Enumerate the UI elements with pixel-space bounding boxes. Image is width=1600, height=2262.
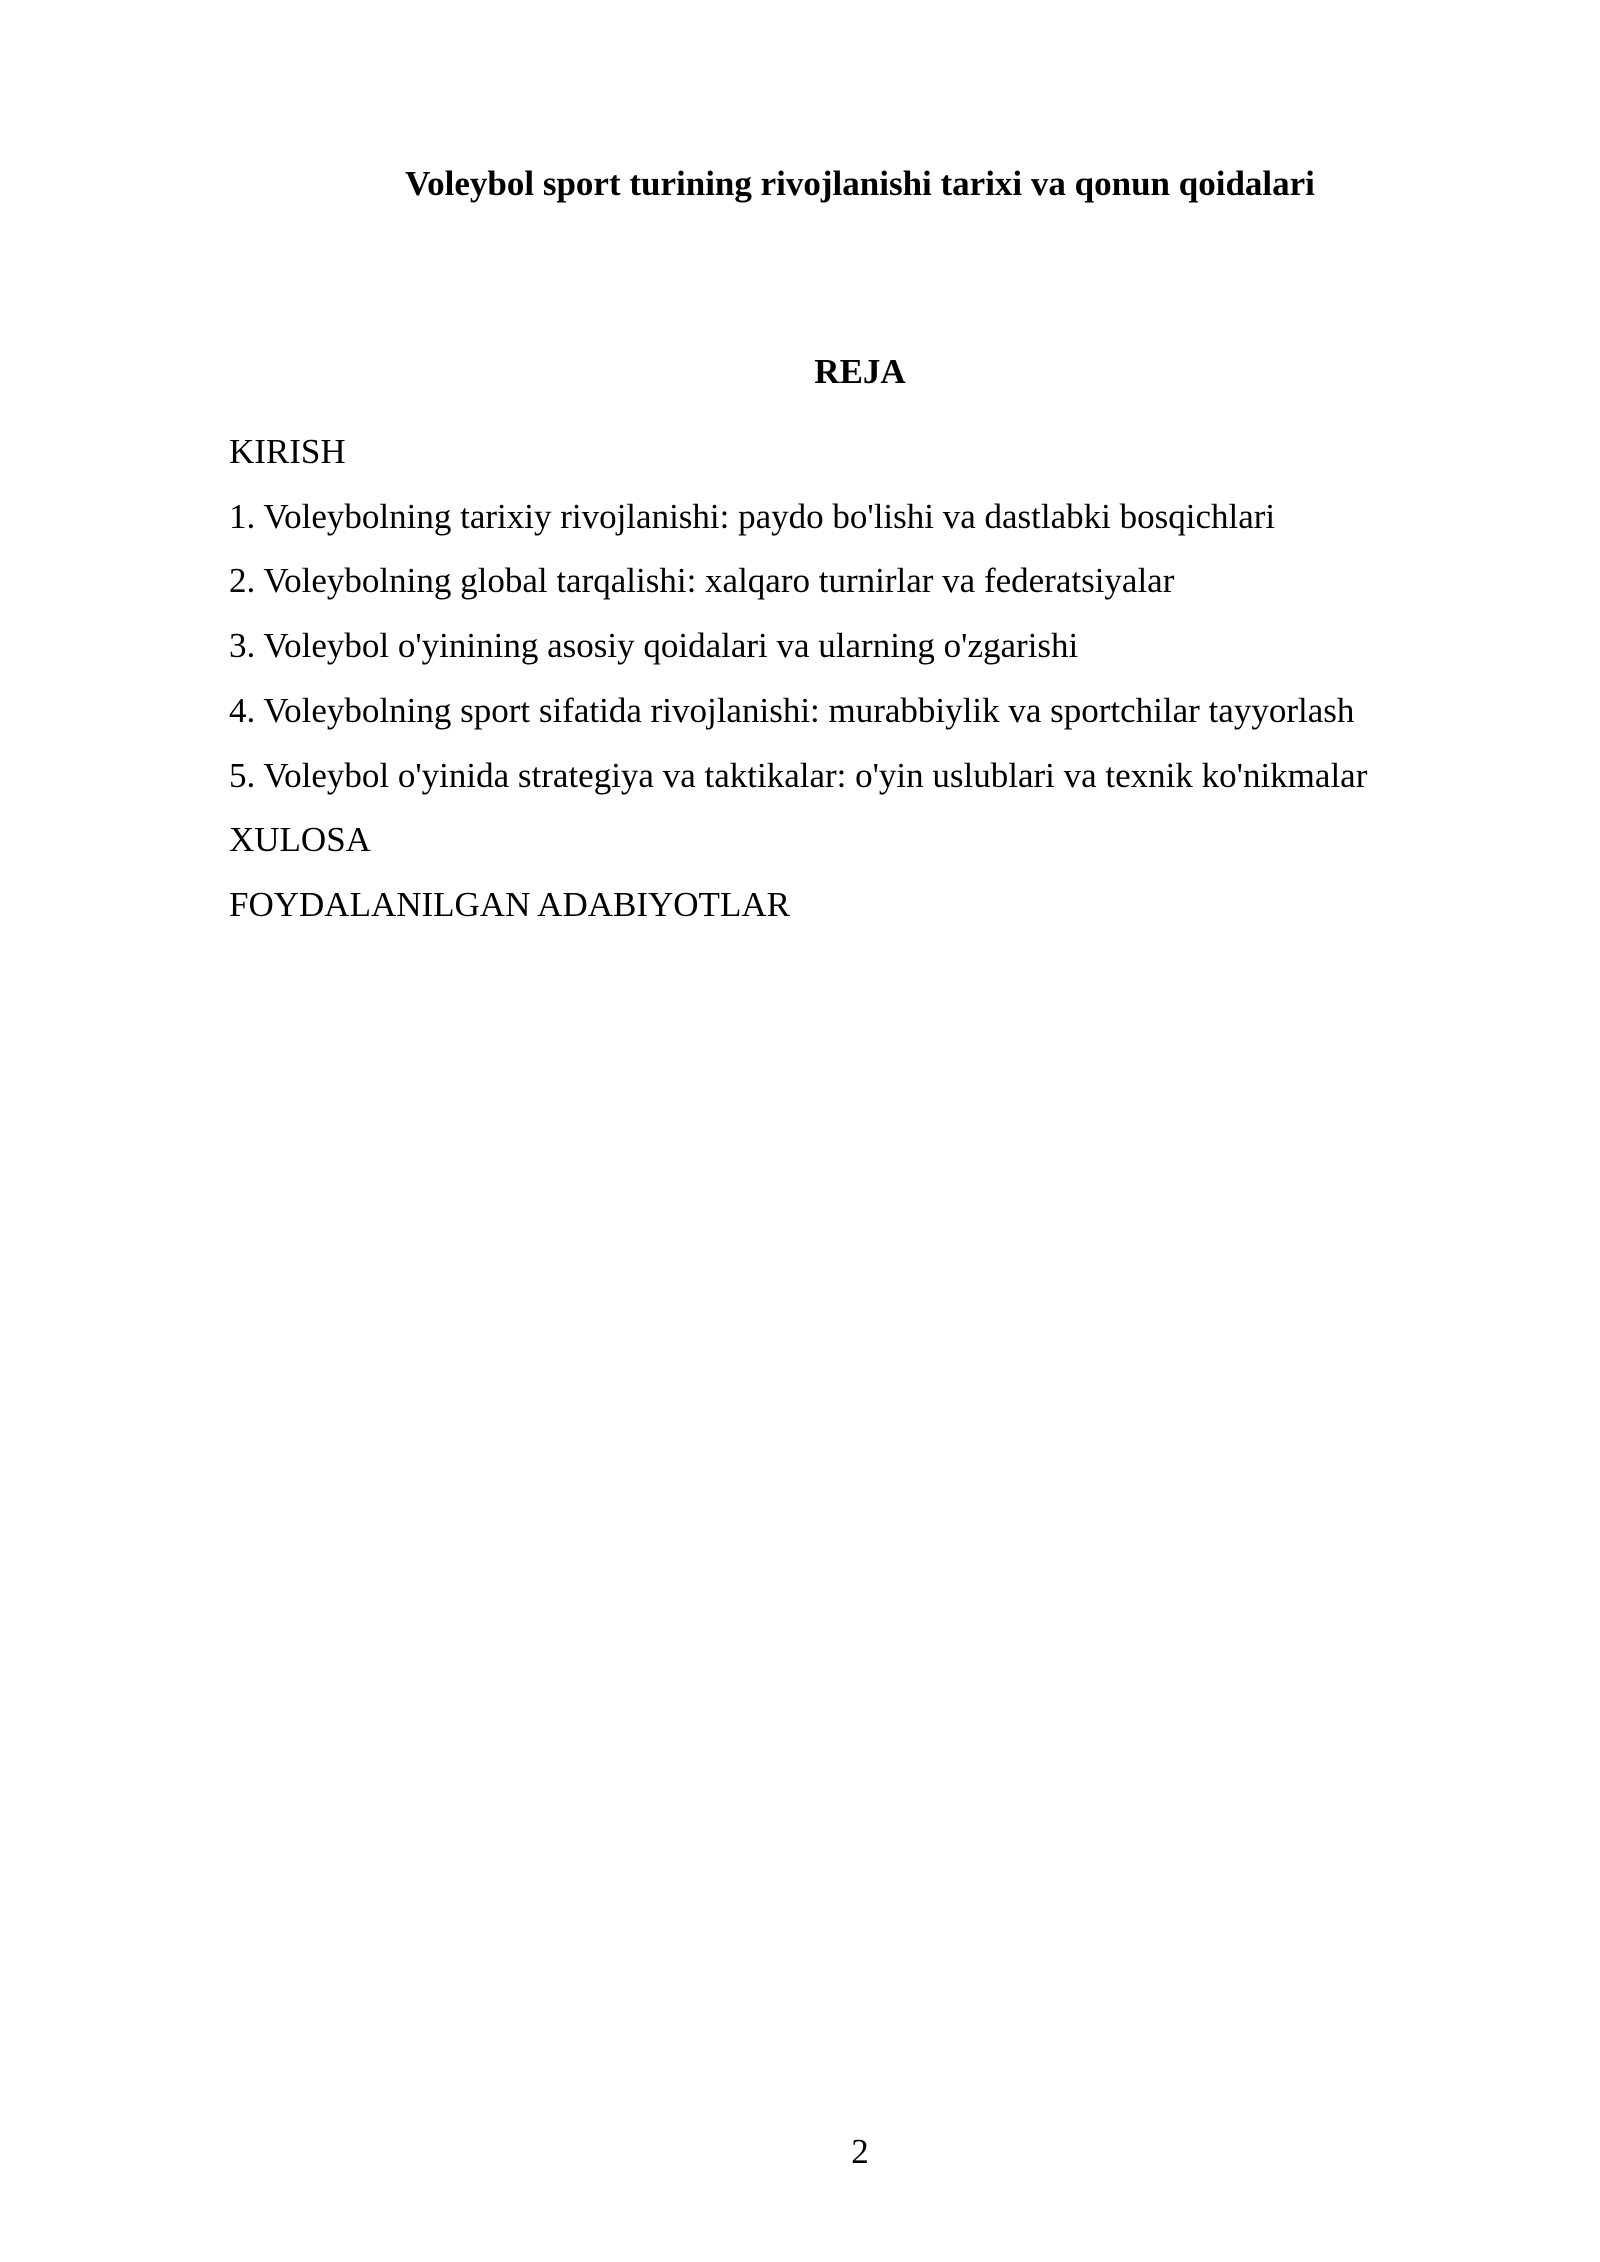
plan-heading: REJA (814, 352, 906, 391)
plan-item-3: 3. Voleybol o'yinining asosiy qoidalari va ularning o'zgarishi (229, 626, 1079, 666)
plan-item-introduction: KIRISH (229, 432, 346, 471)
plan-list (229, 420, 1529, 938)
plan-item-4: 4. Voleybolning sport sifatida rivojlanishi: murabbiylik va sportchilar tayyorlash (229, 690, 1355, 730)
plan-item-5: 5. Voleybol o'yinida strategiya va taktikalar: o'yin uslublari va texnik ko'nikmalar (229, 755, 1368, 795)
document-title: Voleybol sport turining rivojlanishi tarixi va qonun qoidalari (405, 164, 1315, 203)
plan-item-conclusion: XULOSA (229, 820, 371, 860)
plan-item-1: 1. Voleybolning tarixiy rivojlanishi: paydo bo'lishi va dastlabki bosqichlari (229, 496, 1276, 536)
plan-item-2: 2. Voleybolning global tarqalishi: xalqaro turnirlar va federatsiyalar (229, 561, 1175, 601)
plan-item-references: FOYDALANILGAN ADABIYOTLAR (229, 884, 790, 924)
page-number: 2 (851, 2132, 869, 2171)
